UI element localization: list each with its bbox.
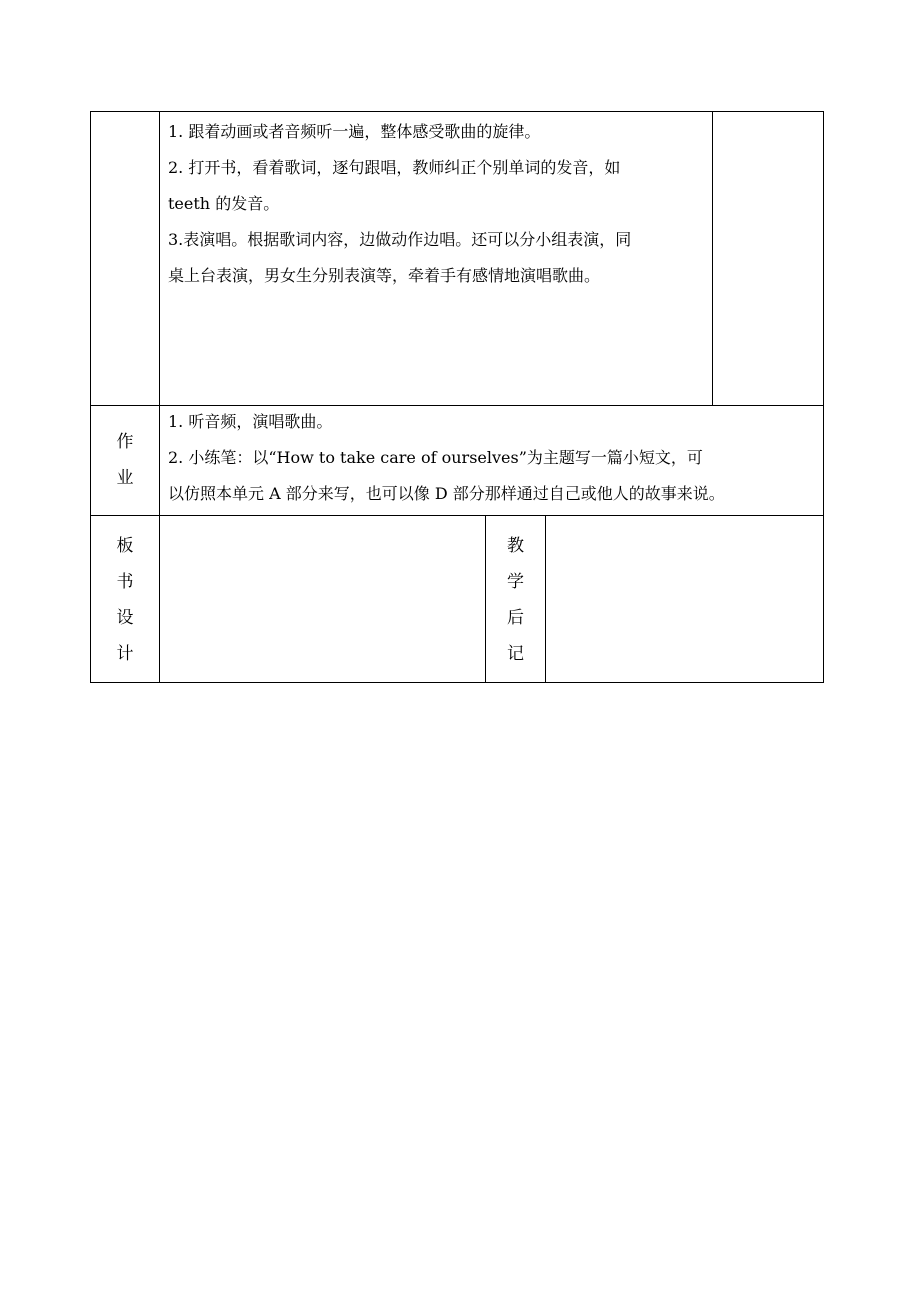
process-line-5: 桌上台表演，男女生分别表演等，牵着手有感情地演唱歌曲。 [168,266,601,285]
homework-content-cell [159,405,824,516]
homework-label-char-2: 业 [116,468,134,488]
process-label-cell [90,111,160,406]
board-design-label-cell [90,515,160,683]
process-content-cell [159,111,713,406]
homework-line-2: 2. 小练笔：以“How to take care of ourselves”为主题写一篇小短文，可 [168,448,703,467]
teaching-notes-label-cell [485,515,546,683]
board-design-char-1: 板 [116,536,134,556]
process-line-3: teeth 的发音。 [168,194,280,213]
homework-line-3: 以仿照本单元 A 部分来写，也可以像 D 部分那样通过自己或他人的故事来说。 [168,484,725,503]
process-line-4: 3.表演唱。根据歌词内容，边做动作边唱。还可以分小组表演，同 [168,230,632,249]
teaching-notes-char-3: 后 [507,608,524,628]
teaching-notes-char-4: 记 [507,644,524,664]
process-line-2: 2. 打开书，看着歌词，逐句跟唱，教师纠正个别单词的发音，如 [168,158,621,177]
homework-label-char-1: 作 [116,432,134,452]
homework-label [91,424,159,496]
board-design-char-3: 设 [116,608,134,628]
teaching-notes-char-2: 学 [507,572,524,592]
process-line-1: 1. 跟着动画或者音频听一遍，整体感受歌曲的旋律。 [168,122,541,141]
board-design-content-cell [159,515,486,683]
homework-label-cell [90,405,160,516]
teaching-notes-content-cell [545,515,824,683]
homework-line-1: 1. 听音频，演唱歌曲。 [168,412,333,431]
board-design-char-4: 计 [116,644,134,664]
process-notes-cell [712,111,824,406]
board-design-label [91,528,159,672]
board-design-char-2: 书 [116,572,134,592]
teaching-notes-char-1: 教 [507,536,524,556]
teaching-notes-label [486,528,545,672]
